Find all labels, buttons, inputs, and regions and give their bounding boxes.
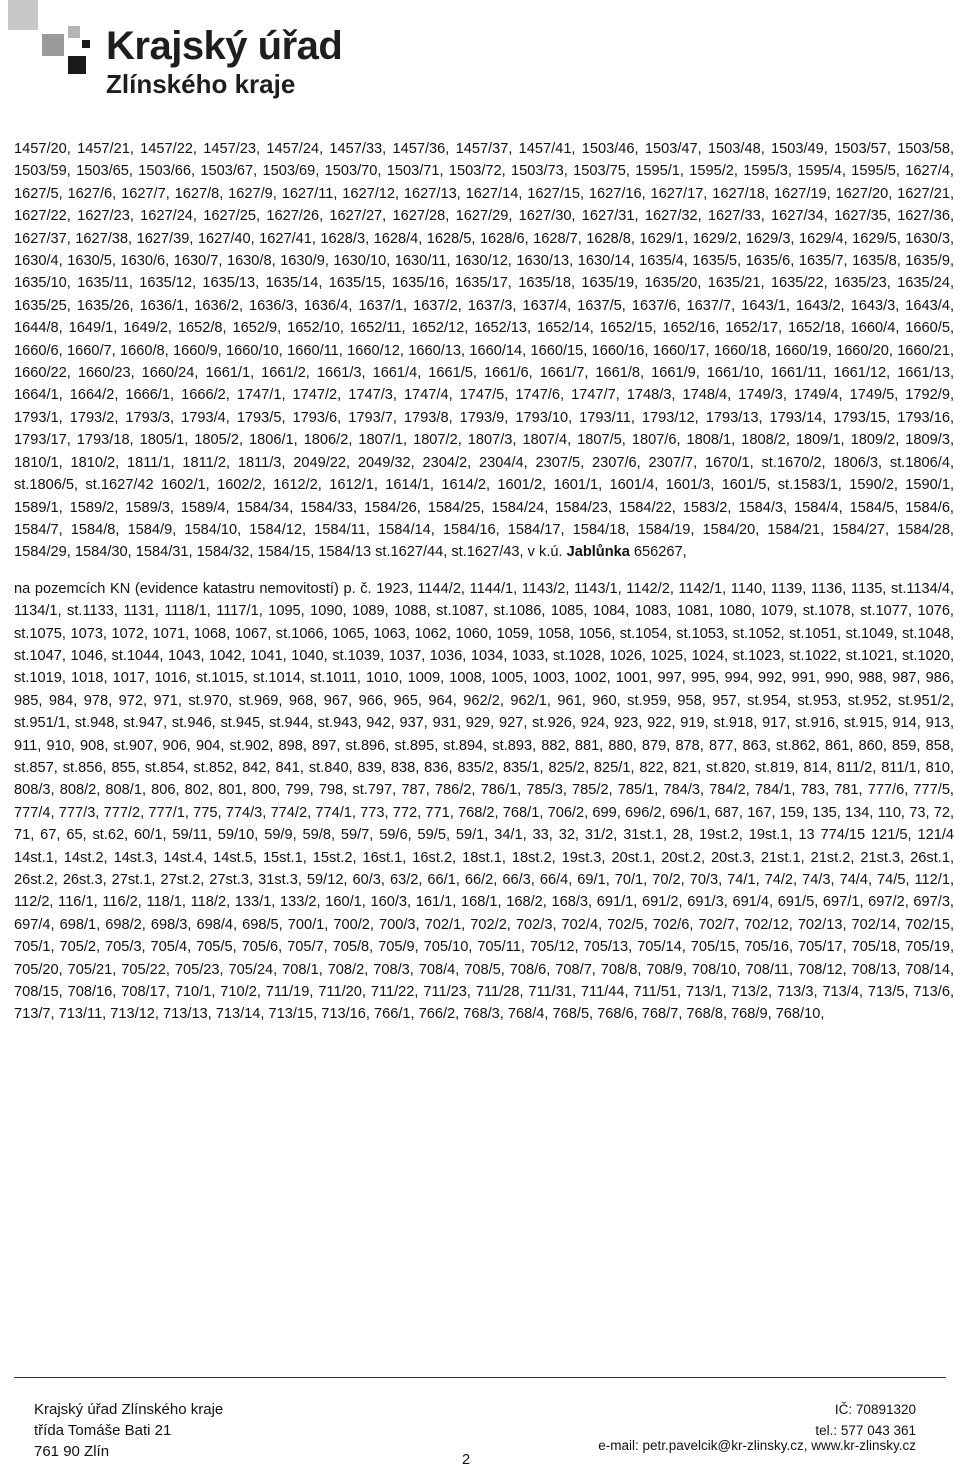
logo-square: [68, 26, 80, 38]
cadastral-prefix: v k.ú.: [527, 544, 567, 561]
footer-street: třída Tomáše Bati 21: [34, 1422, 172, 1439]
cadastral-area-name: Jablůnka: [566, 544, 630, 561]
footer-contact: [598, 1399, 916, 1453]
cadastral-area-code: 656267,: [629, 544, 687, 561]
logo-wordmark: [106, 26, 342, 100]
kn-parcel-paragraph: na pozemcích KN (evidence katastru nemovitostí) p. č. 1923, 1144/2, 1144/1, 1143/2, 1143/1, 1142/2, 1142/1, 1140, 1139, 1136, 1135, st.1134/4, 1134/1, st.1133, 1131, 1118/1, 1117/1, 1095, 1090, 1089, 1088, st.1087, st.1086, 1085, 1084, 1083, 1081, 1080, 1079, st.1078, st.1077, 1076, st.1075, 1073, 1072, 1071, 1068, 1067, st.1066, 1065, 1063, 1062, 1060, 1059, 1058, 1056, st.1054, st.1053, st.1052, st.1051, st.1049, st.1048, st.1047, 1046, st.1044, 1043, 1042, 1041, 1040, st.1039, 1037, 1036, 1034, 1033, st.1028, 1026, 1025, 1024, st.1023, st.1022, st.1021, st.1020, st.1019, 1018, 1017, 1016, st.1015, st.1014, st.1011, 1010, 1009, 1008, 1005, 1003, 1002, 1001, 997, 995, 994, 992, 991, 990, 988, 987, 986, 985, 984, 978, 972, 971, st.970, st.969, 968, 967, 966, 965, 964, 962/2, 962/1, 961, 960, st.959, 958, 957, st.954, st.953, st.952, st.951/2, st.951/1, st.948, st.947, st.946, st.945, st.944, st.943, 942, 937, 931, 929, 927, st.926, 924, 923, 922, 919, st.918, 917, st.916, st.915, 914, 913, 911, 910, 908, st.907, 906, 904, st.902, 898, 897, st.896, st.895, st.894, st.893, 882, 881, 880, 879, 878, 877, 863, st.862, 861, 860, 859, 858, st.857, st.856, 855, st.854, st.852, 842, 841, st.840, 839, 838, 836, 835/2, 835/1, 825/2, 825/1, 822, 821, st.820, st.819, 814, 811/2, 811/1, 810, 808/3, 808/2, 808/1, 806, 802, 801, 800, 799, 798, st.797, 787, 786/2, 786/1, 785/3, 785/2, 785/1, 784/3, 784/2, 784/1, 783, 781, 777/6, 777/5, 777/4, 777/3, 777/2, 777/1, 775, 774/3, 774/2, 774/1, 773, 772, 771, 768/2, 768/1, 706/2, 699, 696/2, 696/1, 687, 167, 159, 135, 134, 110, 73, 72, 71, 67, 65, st.62, 60/1, 59/11, 59/10, 59/9, 59/8, 59/7, 59/6, 59/5, 59/1, 34/1, 33, 32, 31/2, 31st.1, 28, 19st.2, 19st.1, 13 774/15 121/5, 121/4 14st.1, 14st.2, 14st.3, 14st.4, 14st.5, 15st.1, 15st.2, 16st.1, 16st.2, 18st.1, 18st.2, 19st.3, 20st.1, 20st.2, 20st.3, 21st.1, 21st.2, 21st.3, 26st.1, 26st.2, 26st.3, 27st.1, 27st.2, 27st.3, 31st.3, 59/12, 60/3, 63/2, 66/1, 66/2, 66/3, 66/4, 69/1, 70/1, 70/2, 70/3, 74/1, 74/2, 74/3, 74/4, 74/5, 112/1, 112/2, 116/1, 116/2, 118/1, 118/2, 133/1, 133/2, 160/1, 160/3, 161/1, 168/1, 168/2, 168/3, 691/1, 691/2, 691/3, 691/4, 691/5, 697/1, 697/2, 697/3, 697/4, 698/1, 698/2, 698/3, 698/4, 698/5, 700/1, 700/2, 700/3, 702/1, 702/2, 702/3, 702/4, 702/5, 702/6, 702/7, 702/12, 702/13, 702/14, 702/15, 705/1, 705/2, 705/3, 705/4, 705/5, 705/6, 705/7, 705/8, 705/9, 705/10, 705/11, 705/12, 705/13, 705/14, 705/15, 705/16, 705/17, 705/18, 705/19, 705/20, 705/21, 705/22, 705/23, 705/24, 708/1, 708/2, 708/3, 708/4, 708/5, 708/6, 708/7, 708/8, 708/9, 708/10, 708/11, 708/12, 708/13, 708/14, 708/15, 708/16, 708/17, 710/1, 710/2, 711/19, 711/20, 711/22, 711/23, 711/28, 711/31, 711/44, 711/51, 713/1, 713/2, 713/3, 713/4, 713/5, 713/6, 713/7, 713/11, 713/12, 713/13, 713/14, 713/15, 713/16, 766/1, 766/2, 768/3, 768/4, 768/5, 768/6, 768/7, 768/8, 768/9, 768/10,: [14, 580, 954, 1023]
parcel-list-text: 1457/20, 1457/21, 1457/22, 1457/23, 1457/24, 1457/33, 1457/36, 1457/37, 1457/41, 1503/46, 1503/47, 1503/48, 1503/49, 1503/57, 1503/58, 1503/59, 1503/65, 1503/66, 1503/67, 1503/69, 1503/70, 1503/71, 1503/72, 1503/73, 1503/75, 1595/1, 1595/2, 1595/3, 1595/4, 1595/5, 1627/4, 1627/5, 1627/6, 1627/7, 1627/8, 1627/9, 1627/11, 1627/12, 1627/13, 1627/14, 1627/15, 1627/16, 1627/17, 1627/18, 1627/19, 1627/20, 1627/21, 1627/22, 1627/23, 1627/24, 1627/25, 1627/26, 1627/27, 1627/28, 1627/29, 1627/30, 1627/31, 1627/32, 1627/33, 1627/34, 1627/35, 1627/36, 1627/37, 1627/38, 1627/39, 1627/40, 1627/41, 1628/3, 1628/4, 1628/5, 1628/6, 1628/7, 1628/8, 1629/1, 1629/2, 1629/3, 1629/4, 1629/5, 1630/3, 1630/4, 1630/5, 1630/6, 1630/7, 1630/8, 1630/9, 1630/10, 1630/11, 1630/12, 1630/13, 1630/14, 1635/4, 1635/5, 1635/6, 1635/7, 1635/8, 1635/9, 1635/10, 1635/11, 1635/12, 1635/13, 1635/14, 1635/15, 1635/16, 1635/17, 1635/18, 1635/19, 1635/20, 1635/21, 1635/22, 1635/23, 1635/24, 1635/25, 1635/26, 1636/1, 1636/2, 1636/3, 1636/4, 1637/1, 1637/2, 1637/3, 1637/4, 1637/5, 1637/6, 1637/7, 1643/1, 1643/2, 1643/3, 1643/4, 1644/8, 1649/1, 1649/2, 1652/8, 1652/9, 1652/10, 1652/11, 1652/12, 1652/13, 1652/14, 1652/15, 1652/16, 1652/17, 1652/18, 1660/4, 1660/5, 1660/6, 1660/7, 1660/8, 1660/9, 1660/10, 1660/11, 1660/12, 1660/13, 1660/14, 1660/15, 1660/16, 1660/17, 1660/18, 1660/19, 1660/20, 1660/21, 1660/22, 1660/23, 1660/24, 1661/1, 1661/2, 1661/3, 1661/4, 1661/5, 1661/6, 1661/7, 1661/8, 1661/9, 1661/10, 1661/11, 1661/12, 1661/13, 1664/1, 1664/2, 1666/1, 1666/2, 1747/1, 1747/2, 1747/3, 1747/4, 1747/5, 1747/6, 1747/7, 1748/3, 1748/4, 1749/3, 1749/4, 1749/5, 1792/9, 1793/1, 1793/2, 1793/3, 1793/4, 1793/5, 1793/6, 1793/7, 1793/8, 1793/9, 1793/10, 1793/11, 1793/12, 1793/13, 1793/14, 1793/15, 1793/16, 1793/17, 1793/18, 1805/1, 1805/2, 1806/1, 1806/2, 1807/1, 1807/2, 1807/3, 1807/4, 1807/5, 1807/6, 1808/1, 1808/2, 1809/1, 1809/2, 1809/3, 1810/1, 1810/2, 1811/1, 1811/2, 1811/3, 2049/22, 2049/32, 2304/2, 2304/4, 2307/5, 2307/6, 2307/7, 1670/1, st.1670/2, 1806/3, st.1806/4, st.1806/5, st.1627/42 1602/1, 1602/2, 1612/2, 1612/1, 1614/1, 1614/2, 1601/2, 1601/1, 1601/4, 1601/3, 1601/5, st.1583/1, 1590/2, 1590/1, 1589/1, 1589/2, 1589/3, 1589/4, 1584/34, 1584/33, 1584/26, 1584/25, 1584/24, 1584/23, 1584/22, 1583/2, 1584/3, 1584/4, 1584/5, 1584/6, 1584/7, 1584/8, 1584/9, 1584/10, 1584/12, 1584/11, 1584/14, 1584/16, 1584/17, 1584/18, 1584/19, 1584/20, 1584/21, 1584/27, 1584/28, 1584/29, 1584/30, 1584/31, 1584/32, 1584/15, 1584/13 st.1627/44, st.1627/43,: [14, 141, 954, 561]
footer-ic: IČ: 70891320: [834, 1402, 916, 1417]
logo-square: [8, 0, 38, 30]
page-number: 2: [462, 1452, 471, 1468]
logo-title: Krajský úřad: [106, 24, 343, 68]
logo-subtitle: Zlínského kraje: [106, 69, 296, 99]
footer-city: 761 90 Zlín: [34, 1443, 110, 1460]
parcel-list-paragraph: [14, 138, 954, 564]
logo-mark-icon: [8, 0, 88, 80]
footer-email-web: e-mail: petr.pavelcik@kr-zlinsky.cz, www.kr-zlinsky.cz: [598, 1438, 916, 1453]
logo-square: [42, 34, 64, 56]
footer-phone: tel.: 577 043 361: [815, 1423, 916, 1438]
document-body: [14, 138, 954, 1026]
footer-address: [34, 1399, 223, 1462]
footer-divider: [14, 1377, 946, 1378]
logo-square: [68, 56, 86, 74]
footer-org-name: Krajský úřad Zlínského kraje: [34, 1401, 224, 1418]
logo-square: [82, 40, 90, 48]
page-header: [0, 0, 960, 110]
